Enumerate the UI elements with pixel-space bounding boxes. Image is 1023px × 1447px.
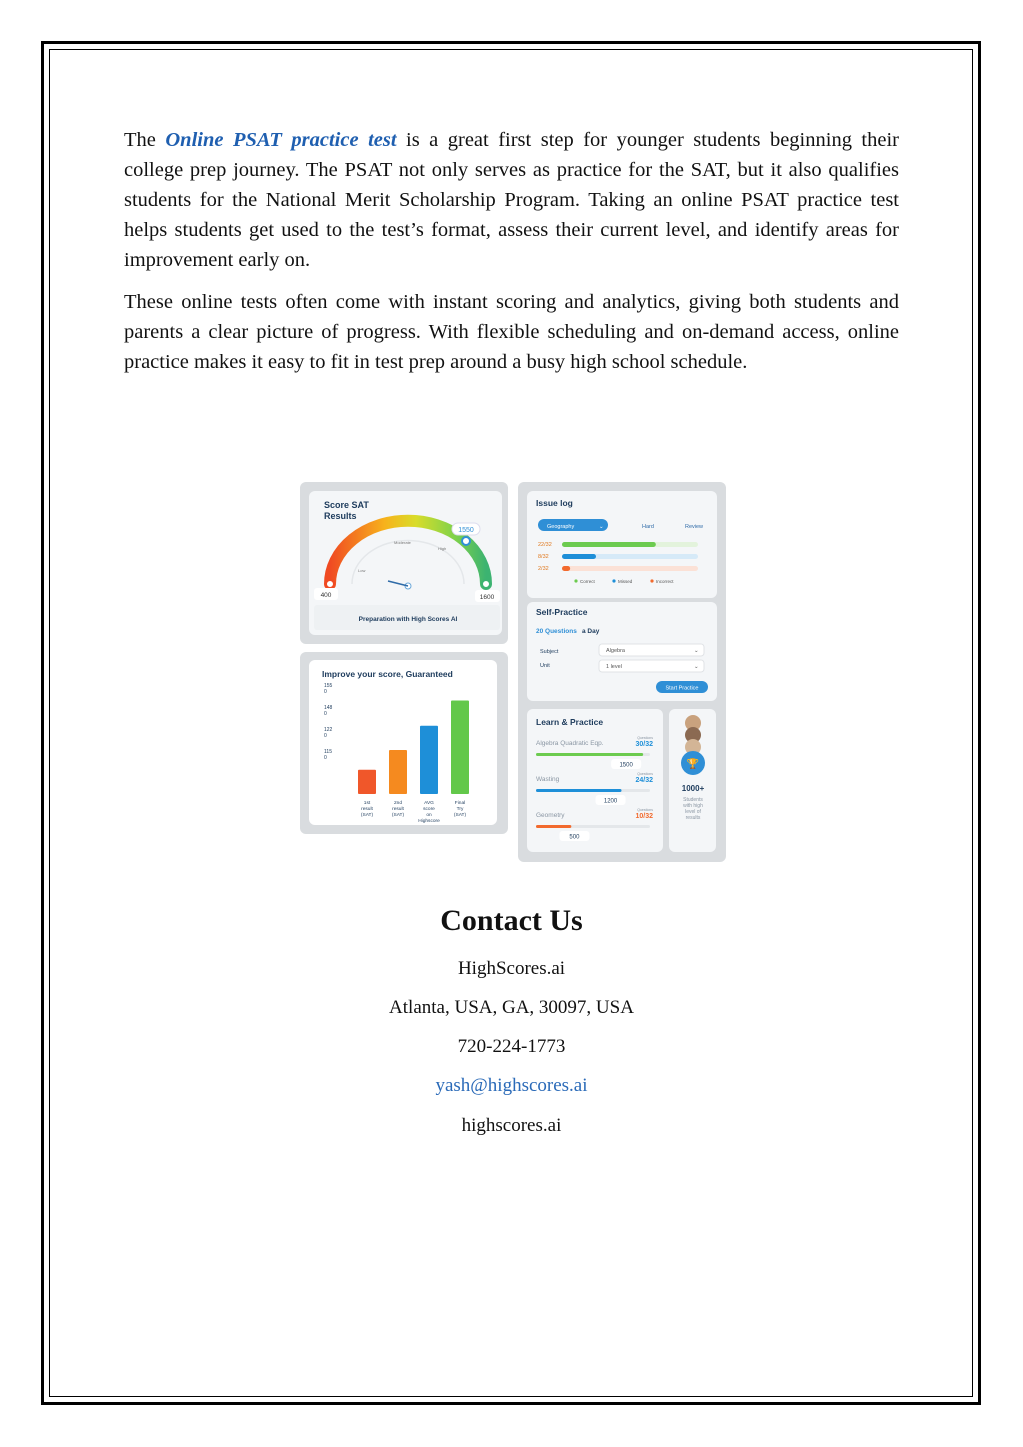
psat-practice-link[interactable]: Online PSAT practice test [165, 129, 397, 151]
bar-label: 1st [363, 801, 371, 806]
students-caption [683, 797, 703, 821]
chevron-down-icon: ⌄ [694, 648, 699, 654]
subject-value: Algebra [606, 648, 625, 654]
subject-label: Subject [540, 649, 559, 655]
y-tick-label: 0 [324, 755, 327, 761]
intro-text-rest: is a great first step for younger students beginning their college prep journey. The PSAT not only serves as practice for the SAT, but it also qualifies students for the National Merit Scholarship Program. Taking an online PSAT practice test helps students get used to the test’s format, assess their current level, and identify areas for improvement early on. [124, 129, 899, 271]
issue-row-fill [562, 566, 570, 571]
y-tick-label: 0 [324, 689, 327, 695]
score-title-2: Results [324, 511, 357, 521]
bar-label: result [361, 807, 373, 812]
score-max: 1600 [479, 594, 495, 601]
dashboard-screenshot [300, 482, 726, 862]
bar-label: score [423, 807, 435, 812]
intro-text-start: The [124, 129, 166, 151]
score-min: 400 [320, 592, 332, 599]
legend-dot [574, 579, 577, 582]
unit-label: Unit [540, 663, 550, 669]
topic-small-label: Questions [637, 772, 653, 776]
topic-fill [536, 825, 571, 828]
topic-name: Algebra Quadratic Eqp. [536, 740, 604, 747]
issue-row-label: 22/32 [538, 542, 552, 548]
improve-bar [420, 726, 438, 794]
topic-name: Geometry [536, 812, 565, 819]
students-count: 1000+ [681, 784, 705, 793]
score-footer-text: Preparation with High Scores AI [358, 616, 458, 623]
chevron-down-icon: ⌄ [694, 664, 699, 670]
score-title-1: Score SAT [324, 500, 369, 510]
contact-website[interactable]: highscores.ai [461, 1115, 562, 1136]
issue-title: Issue log [536, 498, 573, 508]
topic-fill [536, 789, 622, 792]
topic-name: Wasting [536, 776, 560, 783]
learn-title: Learn & Practice [536, 717, 604, 727]
issue-row-label: 8/32 [538, 554, 549, 560]
legend-label: Missed [618, 579, 633, 584]
topic-small-label: Questions [637, 736, 653, 740]
zone-low: Low [358, 568, 366, 573]
legend-dot [650, 579, 653, 582]
issue-row-track [562, 566, 698, 571]
trophy-glyph: 🏆 [686, 759, 700, 770]
topic-small-label: Questions [637, 808, 653, 812]
contact-address: Atlanta, USA, GA, 30097, USA [389, 997, 634, 1018]
caption-line: Students [683, 797, 703, 803]
improve-bar [451, 701, 469, 795]
tab-review: Review [685, 524, 704, 530]
topic-score: 1200 [603, 798, 618, 805]
topic-count: 24/32 [635, 777, 653, 784]
topic-count: 30/32 [635, 741, 653, 748]
unit-value: 1 level [606, 664, 622, 670]
zone-moderate: Moderate [394, 540, 411, 545]
bar-label: Try [456, 807, 464, 812]
intro-paragraph [124, 125, 899, 275]
bar-label: Final [454, 801, 466, 806]
gauge-start-dot [326, 580, 334, 588]
topic-fill [536, 753, 643, 756]
bar-label: 2nd [393, 801, 403, 806]
bar-label: Highscore [418, 819, 440, 824]
improve-bar [358, 770, 376, 794]
self-questions: 20 Questions [536, 628, 577, 635]
bar-label: (SAT) [360, 813, 374, 818]
score-value: 1550 [458, 527, 474, 534]
topic-score: 1500 [619, 762, 633, 769]
y-tick-label: 115 [324, 749, 332, 755]
bar-label: on [426, 813, 432, 818]
issue-legend [574, 579, 674, 584]
bar-label: (SAT) [453, 813, 467, 818]
start-practice-label: Start Practice [665, 685, 699, 692]
y-tick-label: 122 [324, 727, 333, 733]
y-tick-label: 155 [324, 683, 333, 689]
caption-line: results [685, 815, 701, 821]
caption-line: with high [683, 803, 703, 809]
tab-hard: Hard [642, 524, 654, 530]
tab-geography-label: Geography [547, 524, 575, 530]
y-tick-label: 0 [324, 733, 327, 739]
y-tick-label: 0 [324, 711, 327, 717]
y-tick-label: 148 [324, 705, 333, 711]
contact-phone: 720-224-1773 [457, 1036, 566, 1057]
contact-company: HighScores.ai [457, 958, 566, 979]
benefits-paragraph: These online tests often come with instant scoring and analytics, giving both students and parents a clear picture of progress. With flexible scheduling and on-demand access, online practice makes it easy to fit in test prep around a busy high school schedule. [124, 291, 899, 373]
caption-line: level of [685, 809, 701, 815]
bar-label: AVG [424, 801, 434, 806]
issue-row-fill [562, 542, 656, 547]
gauge-end-dot [482, 580, 490, 588]
gauge-score-dot [462, 537, 470, 545]
topic-score: 500 [569, 834, 580, 841]
issue-row-label: 2/32 [538, 566, 549, 572]
contact-email[interactable]: yash@highscores.ai [435, 1075, 588, 1096]
topic-count: 10/32 [635, 813, 653, 820]
zone-high: High [438, 546, 447, 551]
bar-label: (SAT) [391, 813, 405, 818]
improve-title: Improve your score, Guaranteed [322, 669, 453, 679]
improve-bar [389, 750, 407, 794]
self-per-day: a Day [582, 628, 600, 635]
legend-label: Incorrect [656, 579, 674, 584]
bar-label: result [392, 807, 404, 812]
contact-title: Contact Us [440, 904, 583, 937]
self-title: Self-Practice [536, 607, 588, 617]
issue-row-fill [562, 554, 596, 559]
legend-label: Correct [580, 579, 595, 584]
chevron-down-icon: ⌄ [599, 524, 604, 530]
legend-dot [612, 579, 615, 582]
